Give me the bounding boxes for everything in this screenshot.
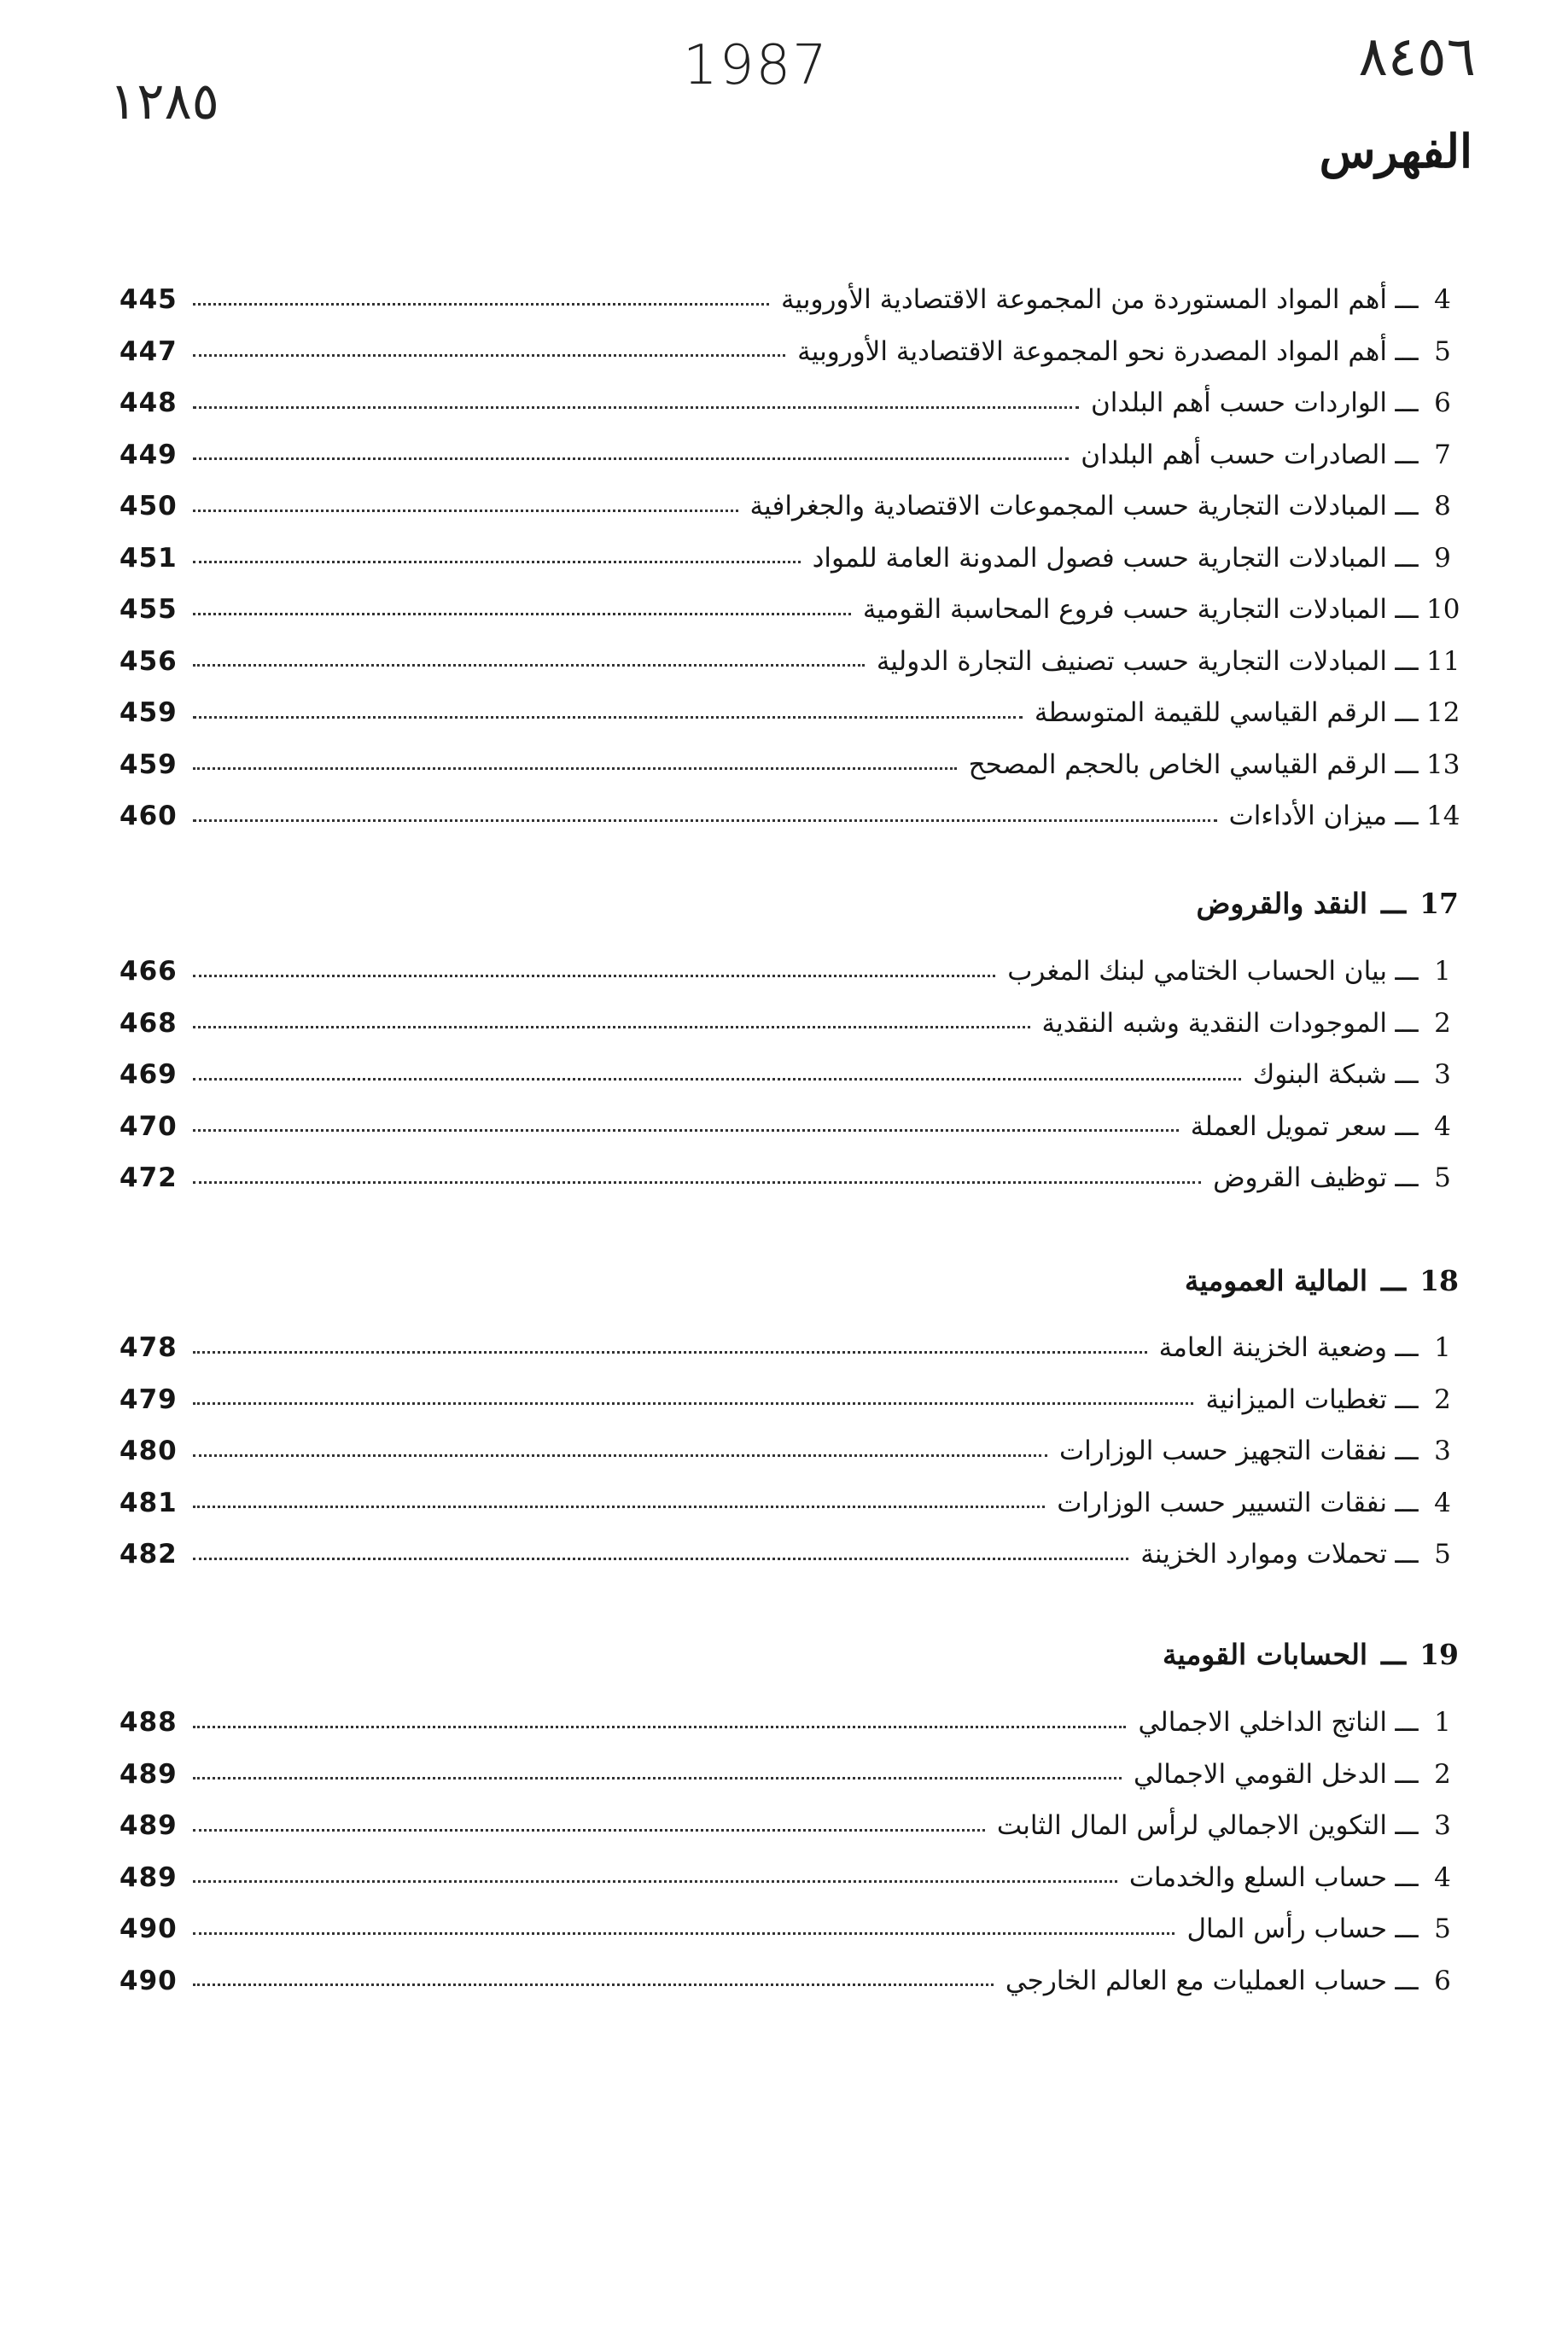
entry-page-number: 488 — [119, 1707, 178, 1738]
entry-title: الرقم القياسي الخاص بالحجم المصحح — [968, 749, 1387, 780]
entry-title: حساب رأس المال — [1186, 1914, 1387, 1944]
entry-number: 3 — [1434, 1436, 1451, 1466]
entry-title: وضعية الخزينة العامة — [1158, 1332, 1387, 1363]
entry-dash: ـــ — [1395, 1861, 1419, 1893]
entry-page-number: 459 — [119, 749, 178, 780]
entry-number: 5 — [1434, 1539, 1451, 1570]
entry-page-number: 469 — [119, 1059, 178, 1090]
dot-leader — [193, 303, 769, 306]
entry-dash: ـــ — [1395, 1162, 1419, 1193]
entry-page-number: 451 — [119, 542, 178, 574]
dot-leader — [193, 561, 801, 563]
entry-dash: ـــ — [1395, 491, 1419, 521]
entry-title: الرقم القياسي للقيمة المتوسطة — [1034, 697, 1387, 728]
entry-title: المبادلات التجارية حسب المجموعات الاقتصادية والجغرافية — [749, 491, 1387, 521]
toc-entry[interactable] — [119, 1532, 1459, 1576]
toc-entry[interactable] — [119, 1001, 1459, 1046]
entry-title: تغطيات الميزانية — [1205, 1383, 1387, 1415]
entry-title: الواردات حسب أهم البلدان — [1091, 387, 1387, 418]
entry-title: سعر تمويل العملة — [1190, 1110, 1387, 1142]
entry-page-number: 455 — [119, 594, 178, 625]
entry-title: الصادرات حسب أهم البلدان — [1081, 439, 1387, 470]
entry-page-number: 482 — [119, 1539, 178, 1570]
entry-page-number: 490 — [119, 1965, 178, 1996]
entry-dash: ـــ — [1395, 645, 1419, 677]
entry-number: 8 — [1434, 491, 1451, 521]
entry-dash: ـــ — [1395, 749, 1419, 780]
section-dash: ـــ — [1381, 1637, 1407, 1671]
entry-dash: ـــ — [1395, 387, 1419, 418]
toc-entry[interactable] — [119, 1907, 1459, 1951]
dot-leader — [193, 510, 738, 512]
entry-number: 1 — [1434, 1332, 1451, 1363]
toc-entry[interactable] — [119, 639, 1459, 684]
entry-page-number: 480 — [119, 1436, 178, 1466]
section-dash: ـــ — [1381, 886, 1407, 920]
entry-number: 5 — [1434, 335, 1451, 367]
dot-leader — [193, 1454, 1047, 1457]
dot-leader — [193, 1777, 1122, 1780]
toc-entry[interactable] — [119, 794, 1459, 838]
entry-number: 12 — [1426, 697, 1460, 728]
entry-number: 6 — [1434, 387, 1451, 418]
entry-dash: ـــ — [1395, 956, 1419, 987]
entry-dash: ـــ — [1395, 1914, 1419, 1944]
dot-leader — [193, 1880, 1117, 1883]
entry-number: 3 — [1434, 1059, 1451, 1090]
entry-page-number: 450 — [119, 491, 178, 521]
entry-dash: ـــ — [1395, 542, 1419, 574]
entry-dash: ـــ — [1395, 1758, 1419, 1790]
section-number: 18 — [1419, 1263, 1459, 1297]
entry-number: 11 — [1426, 645, 1460, 677]
toc-entry[interactable] — [119, 949, 1459, 993]
toc-entry[interactable] — [119, 1803, 1459, 1848]
entry-number: 3 — [1434, 1810, 1451, 1841]
dot-leader — [193, 1078, 1241, 1081]
toc-entry[interactable] — [119, 587, 1459, 632]
entry-number: 9 — [1434, 542, 1451, 574]
toc-entry[interactable] — [119, 381, 1459, 425]
entry-title: حساب السلع والخدمات — [1128, 1861, 1387, 1893]
toc-entry[interactable] — [119, 1481, 1459, 1525]
entry-title: حساب العمليات مع العالم الخارجي — [1005, 1965, 1387, 1996]
entry-page-number: 489 — [119, 1861, 178, 1893]
entry-dash: ـــ — [1395, 1059, 1419, 1090]
dot-leader — [193, 457, 1070, 460]
toc-entry[interactable] — [119, 277, 1459, 322]
entry-number: 14 — [1426, 801, 1460, 831]
entry-title: نفقات التجهيز حسب الوزارات — [1058, 1436, 1387, 1466]
dot-leader — [193, 1932, 1175, 1935]
entry-number: 1 — [1434, 1707, 1451, 1738]
entry-page-number: 468 — [119, 1007, 178, 1039]
section-title: الحسابات القومية — [1162, 1637, 1368, 1671]
toc-entry[interactable] — [119, 1959, 1459, 2003]
entry-dash: ـــ — [1395, 1487, 1419, 1518]
entry-number: 4 — [1434, 1487, 1451, 1518]
entry-number: 1 — [1434, 956, 1451, 987]
entry-number: 5 — [1434, 1914, 1451, 1944]
section-dash: ـــ — [1381, 1263, 1407, 1297]
toc-entry[interactable] — [119, 329, 1459, 374]
entry-dash: ـــ — [1395, 1436, 1419, 1466]
toc-entry[interactable] — [119, 1429, 1459, 1473]
toc-entry[interactable] — [119, 690, 1459, 735]
section-number: 19 — [1419, 1637, 1459, 1671]
entry-title: أهم المواد المستوردة من المجموعة الاقتصادية الأوروبية — [780, 284, 1387, 315]
entry-page-number: 472 — [119, 1162, 178, 1193]
entry-page-number: 460 — [119, 801, 178, 831]
toc-entry[interactable] — [119, 484, 1459, 528]
entry-dash: ـــ — [1395, 335, 1419, 367]
entry-title: أهم المواد المصدرة نحو المجموعة الاقتصادية الأوروبية — [797, 335, 1387, 367]
entry-dash: ـــ — [1395, 1332, 1419, 1363]
toc-entry[interactable] — [119, 433, 1459, 477]
entry-title: المبادلات التجارية حسب تصنيف التجارة الدولية — [876, 645, 1387, 677]
entry-title: تحملات وموارد الخزينة — [1140, 1539, 1387, 1570]
toc-entry[interactable] — [119, 1325, 1459, 1370]
dot-leader — [193, 406, 1079, 409]
dot-leader — [193, 819, 1217, 822]
dot-leader — [193, 1351, 1147, 1354]
entry-dash: ـــ — [1395, 1007, 1419, 1039]
dot-leader — [193, 664, 865, 667]
section-heading — [1185, 1256, 1459, 1304]
dot-leader — [193, 1983, 994, 1986]
dot-leader — [193, 767, 957, 770]
entry-number: 4 — [1434, 284, 1451, 315]
entry-dash: ـــ — [1395, 697, 1419, 728]
entry-title: الدخل القومي الاجمالي — [1134, 1758, 1387, 1790]
entry-title: نفقات التسيير حسب الوزارات — [1057, 1487, 1387, 1518]
entry-dash: ـــ — [1395, 1965, 1419, 1996]
entry-number: 10 — [1426, 594, 1460, 625]
dot-leader — [193, 1026, 1030, 1028]
entry-dash: ـــ — [1395, 1383, 1419, 1415]
dot-leader — [193, 1506, 1046, 1508]
section-heading — [1196, 879, 1459, 927]
entry-page-number: 456 — [119, 645, 178, 677]
dot-leader — [193, 1558, 1129, 1560]
dot-leader — [193, 1181, 1201, 1184]
toc-entry[interactable] — [119, 1855, 1459, 1900]
page-title: الفهرس — [1319, 124, 1472, 178]
entry-page-number: 481 — [119, 1487, 178, 1518]
entry-number: 2 — [1434, 1383, 1451, 1415]
toc-entry[interactable] — [119, 1378, 1459, 1422]
entry-dash: ـــ — [1395, 1110, 1419, 1142]
entry-number: 7 — [1434, 439, 1451, 470]
toc-entry[interactable] — [119, 743, 1459, 787]
entry-title: ميزان الأداءات — [1228, 801, 1387, 831]
handwritten-note-center: 1987 — [683, 34, 829, 97]
toc-entry[interactable] — [119, 1156, 1459, 1200]
dot-leader — [193, 1129, 1179, 1132]
entry-page-number: 449 — [119, 439, 178, 470]
handwritten-note-right: ٨٤٥٦ — [1358, 26, 1476, 89]
entry-number: 5 — [1434, 1162, 1451, 1193]
entry-title: المبادلات التجارية حسب فروع المحاسبة القومية — [862, 594, 1387, 625]
entry-page-number: 447 — [119, 335, 178, 367]
entry-page-number: 489 — [119, 1810, 178, 1841]
entry-title: توظيف القروض — [1213, 1162, 1387, 1193]
dot-leader — [193, 975, 996, 977]
entry-page-number: 448 — [119, 387, 178, 418]
entry-number: 2 — [1434, 1758, 1451, 1790]
entry-number: 4 — [1434, 1861, 1451, 1893]
dot-leader — [193, 1829, 985, 1832]
entry-page-number: 445 — [119, 284, 178, 315]
toc-entry[interactable] — [119, 1752, 1459, 1797]
entry-page-number: 470 — [119, 1110, 178, 1142]
dot-leader — [193, 354, 785, 357]
section-number: 17 — [1419, 886, 1459, 920]
entry-number: 6 — [1434, 1965, 1451, 1996]
entry-number: 13 — [1426, 749, 1460, 780]
dot-leader — [193, 1726, 1127, 1728]
section-title: المالية العمومية — [1184, 1263, 1368, 1297]
entry-dash: ـــ — [1395, 594, 1419, 625]
entry-page-number: 459 — [119, 697, 178, 728]
entry-title: المبادلات التجارية حسب فصول المدونة العامة للمواد — [812, 542, 1387, 574]
toc-entry[interactable] — [119, 1700, 1459, 1745]
entry-dash: ـــ — [1395, 439, 1419, 470]
toc-entry[interactable] — [119, 1104, 1459, 1149]
entry-title: الموجودات النقدية وشبه النقدية — [1041, 1007, 1387, 1039]
entry-dash: ـــ — [1395, 1539, 1419, 1570]
entry-page-number: 479 — [119, 1383, 178, 1415]
handwritten-note-left: ١٢٨٥ — [109, 72, 219, 131]
section-heading — [1163, 1630, 1459, 1678]
entry-dash: ـــ — [1395, 801, 1419, 831]
entry-dash: ـــ — [1395, 284, 1419, 315]
entry-page-number: 489 — [119, 1758, 178, 1790]
entry-dash: ـــ — [1395, 1810, 1419, 1841]
dot-leader — [193, 1402, 1194, 1405]
entry-page-number: 490 — [119, 1914, 178, 1944]
dot-leader — [193, 716, 1023, 719]
toc-entry[interactable] — [119, 1052, 1459, 1097]
entry-title: الناتج الداخلي الاجمالي — [1138, 1707, 1387, 1738]
entry-number: 4 — [1434, 1110, 1451, 1142]
dot-leader — [193, 613, 851, 615]
entry-title: بيان الحساب الختامي لبنك المغرب — [1007, 956, 1387, 987]
entry-title: شبكة البنوك — [1252, 1059, 1387, 1090]
entry-page-number: 478 — [119, 1332, 178, 1363]
entry-page-number: 466 — [119, 956, 178, 987]
entry-number: 2 — [1434, 1007, 1451, 1039]
entry-dash: ـــ — [1395, 1707, 1419, 1738]
toc-entry[interactable] — [119, 536, 1459, 580]
entry-title: التكوين الاجمالي لرأس المال الثابت — [996, 1810, 1387, 1841]
section-title: النقد والقروض — [1196, 886, 1368, 920]
